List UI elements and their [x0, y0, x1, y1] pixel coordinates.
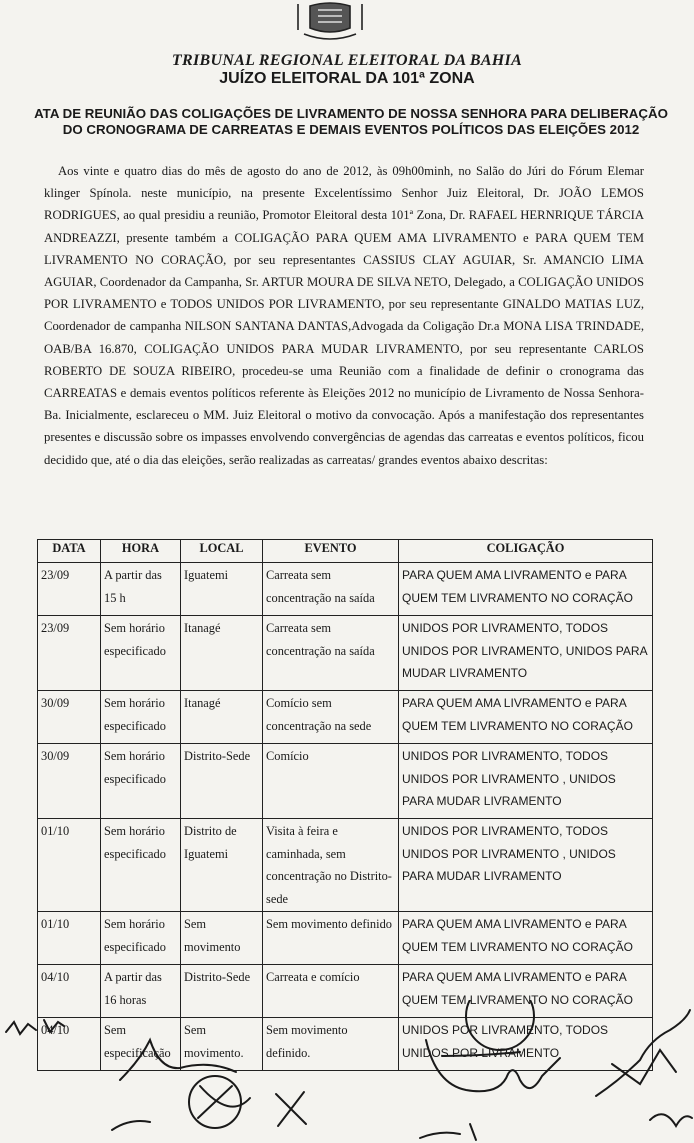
- cell-coalition: PARA QUEM AMA LIVRAMENTO e PARA QUEM TEM LIVRAMENTO NO CORAÇÃO: [399, 912, 653, 965]
- table-row: [38, 616, 653, 691]
- handwritten-signature-icon: [0, 1000, 694, 1143]
- cell-coalition: PARA QUEM AMA LIVRAMENTO e PARA QUEM TEM LIVRAMENTO NO CORAÇÃO: [399, 965, 653, 1018]
- cell-time: Sem horário especificado: [101, 744, 181, 819]
- cell-coalition: UNIDOS POR LIVRAMENTO, TODOS UNIDOS POR LIVRAMENTO: [399, 1018, 653, 1071]
- cell-time: Sem horário especificado: [101, 819, 181, 912]
- cell-date: 30/09: [38, 744, 101, 819]
- cell-location: Distrito-Sede: [181, 965, 263, 1018]
- table-row: [38, 819, 653, 912]
- header-date: DATA: [38, 540, 101, 563]
- cell-date: 01/10: [38, 819, 101, 912]
- cell-location: Iguatemi: [181, 563, 263, 616]
- cell-time: A partir das 16 horas: [101, 965, 181, 1018]
- cell-time: Sem especificação: [101, 1018, 181, 1071]
- header-coalition: COLIGAÇÃO: [399, 540, 653, 563]
- cell-location: Sem movimento: [181, 912, 263, 965]
- cell-date: 04/10: [38, 1018, 101, 1071]
- table-header-row: [38, 540, 653, 563]
- cell-event: Visita à feira e caminhada, sem concentração no Distrito-sede: [263, 819, 399, 912]
- cell-time: A partir das 15 h: [101, 563, 181, 616]
- coat-of-arms-icon: [290, 0, 370, 44]
- cell-coalition: UNIDOS POR LIVRAMENTO, TODOS UNIDOS POR LIVRAMENTO, UNIDOS PARA MUDAR LIVRAMENTO: [399, 616, 653, 691]
- table-row: [38, 691, 653, 744]
- minutes-body-text: Aos vinte e quatro dias do mês de agosto do ano de 2012, às 09h00minh, no Salão do Júri do Fórum Elemar klinger Spínola. neste município, na presente Excelentíssimo Senhor Juiz Eleitoral, Dr. JOÃO LEMOS RODRIGUES, ao qual presidiu a reunião, Promotor Eleitoral desta 101ª Zona, Dr. RAFAEL HERNRIQUE TÁRCIA ANDREAZZI, presente também a COLIGAÇÃO PARA QUEM AMA LIVRAMENTO e PARA QUEM TEM LIVRAMENTO NO CORAÇÃO, por seu representantes CASSIUS CLAY AGUIAR, Sr. AMANCIO LIMA AGUIAR, Coordenador da Campanha, Sr. ARTUR MOURA DE SILVA NETO, Delegado, a COLIGAÇÃO UNIDOS POR LIVRAMENTO e TODOS UNIDOS POR LIVRAMENTO, por seu representante GINALDO MATIAS LUZ, Coordenador de campanha NILSON SANTANA DANTAS,Advogada da Coligação Dr.a MONA LISA TRINDADE, OAB/BA 16.870, COLIGAÇÃO UNIDOS PARA MUDAR LIVRAMENTO, por seu representante CARLOS ROBERTO DE SOUZA RIBEIRO, procedeu-se uma Reunião com a finalidade de definir o cronograma das CARREATAS e demais eventos políticos referente às Eleições 2012 no município de Livramento de Nossa Senhora-Ba. Inicialmente, esclareceu o MM. Juiz Eleitoral o motivo da convocação. Após a manifestação dos representantes presentes e discussão sobre os impasses envolvendo convergências de agendas das carreatas e eventos políticos, ficou decidido que, até o dia das eleições, serão realizadas as carreatas/ grandes eventos abaixo descritas:: [44, 164, 644, 467]
- cell-date: 30/09: [38, 691, 101, 744]
- cell-location: Distrito-Sede: [181, 744, 263, 819]
- table-row: [38, 912, 653, 965]
- cell-event: Carreata sem concentração na saída: [263, 616, 399, 691]
- cell-event: Comício: [263, 744, 399, 819]
- cell-location: Distrito de Iguatemi: [181, 819, 263, 912]
- cell-event: Sem movimento definido: [263, 912, 399, 965]
- cell-event: Carreata e comício: [263, 965, 399, 1018]
- table-row: [38, 744, 653, 819]
- cell-event: Comício sem concentração na sede: [263, 691, 399, 744]
- header-event: EVENTO: [263, 540, 399, 563]
- header-time: HORA: [101, 540, 181, 563]
- table-row: [38, 563, 653, 616]
- document-title: ATA DE REUNIÃO DAS COLIGAÇÕES DE LIVRAMENTO DE NOSSA SENHORA PARA DELIBERAÇÃO DO CRONOGRAMA DE CARREATAS E DEMAIS EVENTOS POLÍTICOS DAS ELEIÇÕES 2012: [34, 106, 668, 137]
- events-schedule-table: [37, 539, 653, 1071]
- cell-coalition: UNIDOS POR LIVRAMENTO, TODOS UNIDOS POR LIVRAMENTO , UNIDOS PARA MUDAR LIVRAMENTO: [399, 744, 653, 819]
- cell-location: Itanagé: [181, 616, 263, 691]
- cell-event: Carreata sem concentração na saída: [263, 563, 399, 616]
- electoral-zone: JUÍZO ELEITORAL DA 101ª ZONA: [219, 70, 475, 87]
- cell-date: 01/10: [38, 912, 101, 965]
- cell-coalition: PARA QUEM AMA LIVRAMENTO e PARA QUEM TEM LIVRAMENTO NO CORAÇÃO: [399, 691, 653, 744]
- cell-date: 23/09: [38, 563, 101, 616]
- cell-time: Sem horário especificado: [101, 616, 181, 691]
- cell-date: 23/09: [38, 616, 101, 691]
- cell-coalition: PARA QUEM AMA LIVRAMENTO e PARA QUEM TEM LIVRAMENTO NO CORAÇÃO: [399, 563, 653, 616]
- cell-coalition: UNIDOS POR LIVRAMENTO, TODOS UNIDOS POR LIVRAMENTO , UNIDOS PARA MUDAR LIVRAMENTO: [399, 819, 653, 912]
- cell-date: 04/10: [38, 965, 101, 1018]
- cell-location: Sem movimento.: [181, 1018, 263, 1071]
- cell-time: Sem horário especificado: [101, 912, 181, 965]
- cell-event: Sem movimento definido.: [263, 1018, 399, 1071]
- header-location: LOCAL: [181, 540, 263, 563]
- cell-location: Itanagé: [181, 691, 263, 744]
- cell-time: Sem horário especificado: [101, 691, 181, 744]
- court-name: TRIBUNAL REGIONAL ELEITORAL DA BAHIA: [171, 52, 523, 69]
